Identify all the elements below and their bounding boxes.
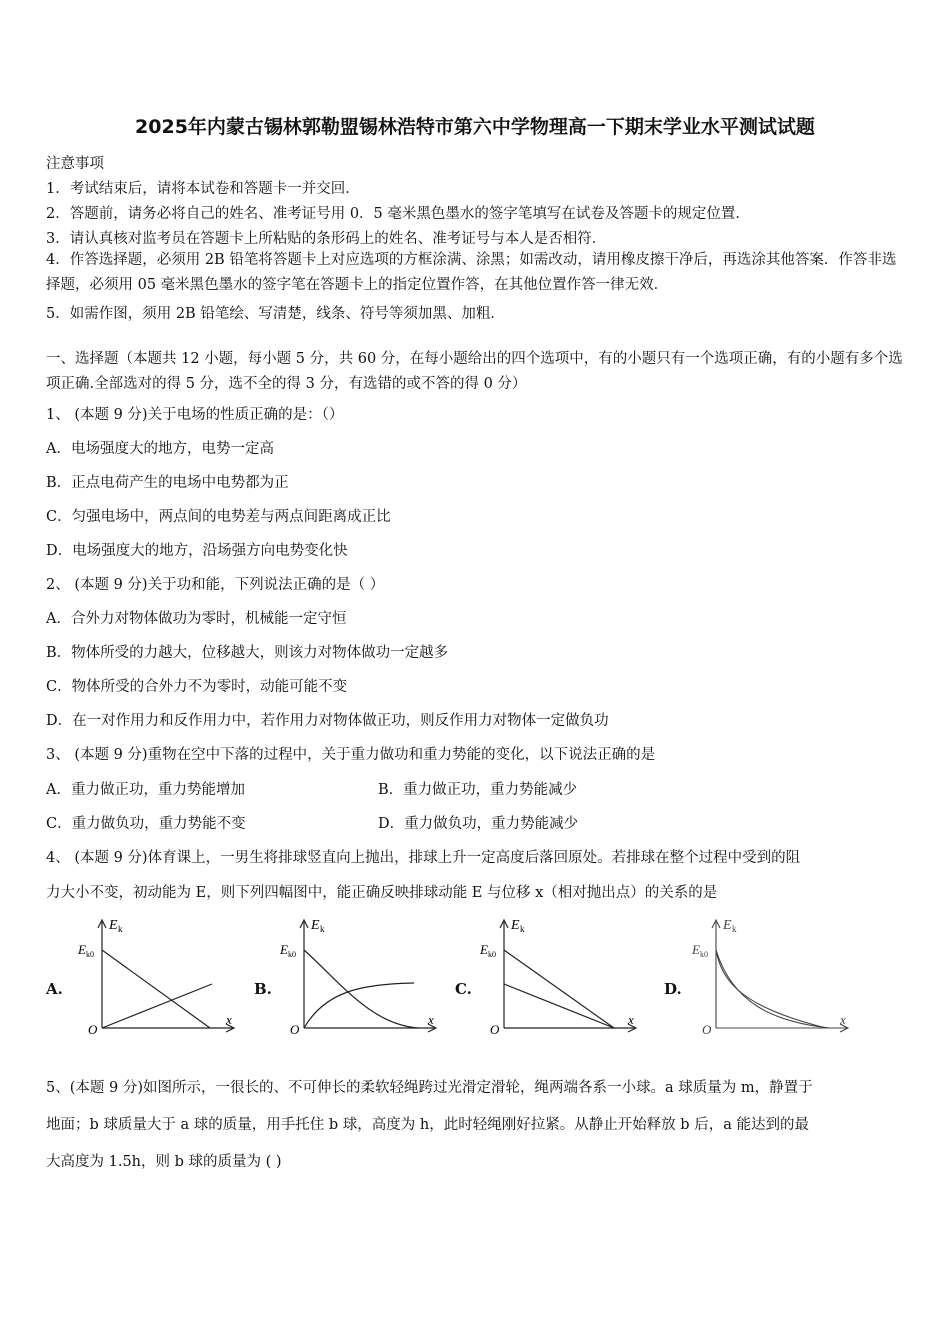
graph-d xyxy=(692,912,862,1037)
axis-y0-sub: k0 xyxy=(700,950,708,959)
graph-label-d: D. xyxy=(664,980,682,998)
q3-option-b: B．重力做正功，重力势能减少 xyxy=(378,782,578,798)
axis-x-label: x xyxy=(840,1012,846,1027)
graph-c xyxy=(480,912,650,1037)
q3-option-c: C．重力做负功，重力势能不变 xyxy=(46,816,246,832)
page-title: 2025年内蒙古锡林郭勒盟锡林浩特市第六中学物理高一下期末学业水平测试试题 xyxy=(135,116,815,138)
axis-y0-label: E xyxy=(480,942,488,957)
axis-y-sub: k xyxy=(118,924,123,934)
axis-y-label: E xyxy=(109,918,118,933)
graph-b xyxy=(280,912,450,1037)
axis-y-label: E xyxy=(723,918,732,933)
q2-option-d: D．在一对作用力和反作用力中，若作用力对物体做正功，则反作用力对物体一定做负功 xyxy=(46,713,609,729)
q3-option-d: D．重力做负功，重力势能减少 xyxy=(378,816,579,832)
graph-label-b: B. xyxy=(254,980,272,998)
question-5-stem: 5、(本题 9 分)如图所示，一很长的、不可伸长的柔软轻绳跨过光滑定滑轮，绳两端各系一小球。a 球质量为 m，静置于 xyxy=(46,1080,813,1096)
question-1-stem: 1、 (本题 9 分)关于电场的性质正确的是：（） xyxy=(46,407,344,423)
notice-item: 3．请认真核对监考员在答题卡上所粘贴的条形码上的姓名、准考证号与本人是否相符． xyxy=(46,231,607,247)
q1-option-b: B．正点电荷产生的电场中电势都为正 xyxy=(46,475,289,491)
axis-x-label: x xyxy=(226,1012,232,1027)
question-4-stem: 力大小不变，初动能为 E，则下列四幅图中，能正确反映排球动能 E 与位移 x（相对抛出点）的关系的是 xyxy=(46,885,718,901)
notice-item: 5．如需作图，须用 2B 铅笔绘、写清楚，线条、符号等须加黑、加粗． xyxy=(46,306,505,322)
axis-origin-label: O xyxy=(490,1022,500,1037)
axis-y-label: E xyxy=(511,918,520,933)
axis-y0-sub: k0 xyxy=(488,950,496,959)
q1-option-c: C．匀强电场中，两点间的电势差与两点间距离成正比 xyxy=(46,509,391,525)
notice-item: 2．答题前，请务必将自己的姓名、准考证号用 0．5 毫米黑色墨水的签字笔填写在试卷及答题卡的规定位置． xyxy=(46,206,750,222)
axis-y-label: E xyxy=(311,918,320,933)
axis-origin-label: O xyxy=(702,1022,712,1037)
q2-option-b: B．物体所受的力越大，位移越大，则该力对物体做功一定越多 xyxy=(46,645,449,661)
axis-x-label: x xyxy=(428,1012,434,1027)
axis-x-label: x xyxy=(628,1012,634,1027)
notice-item: 1．考试结束后，请将本试卷和答题卡一并交回． xyxy=(46,181,360,197)
question-4-stem: 4、 (本题 9 分)体育课上，一男生将排球竖直向上抛出，排球上升一定高度后落回原处。若排球在整个过程中受到的阻 xyxy=(46,850,801,866)
notice-heading: 注意事项 xyxy=(46,156,104,172)
axis-y0-label: E xyxy=(280,942,288,957)
axis-y0-label: E xyxy=(692,942,700,957)
q1-option-d: D．电场强度大的地方，沿场强方向电势变化快 xyxy=(46,543,348,559)
axis-y0-sub: k0 xyxy=(288,950,296,959)
axis-y0-sub: k0 xyxy=(86,950,94,959)
question-3-stem: 3、 (本题 9 分)重物在空中下落的过程中，关于重力做功和重力势能的变化，以下说法正确的是 xyxy=(46,747,656,763)
axis-origin-label: O xyxy=(88,1022,98,1037)
question-2-stem: 2、 (本题 9 分)关于功和能，下列说法正确的是（ ） xyxy=(46,577,385,593)
graph-label-c: C. xyxy=(455,980,472,998)
axis-y0-label: E xyxy=(78,942,86,957)
q3-option-a: A．重力做正功，重力势能增加 xyxy=(46,782,245,798)
axis-y-sub: k xyxy=(732,924,737,934)
question-5-stem: 地面；b 球质量大于 a 球的质量，用手托住 b 球，高度为 h，此时轻绳刚好拉紧。从静止开始释放 b 后，a 能达到的最 xyxy=(46,1117,809,1133)
axis-y-sub: k xyxy=(320,924,325,934)
graph-a xyxy=(78,912,248,1037)
notice-item: 4．作答选择题，必须用 2B 铅笔将答题卡上对应选项的方框涂满、涂黑；如需改动，请用橡皮擦干净后，再选涂其他答案．作答非选择题，必须用 05 毫米黑色墨水的签字笔在答题卡上的指定位置作答，在其他位置作答一律无效． xyxy=(46,252,897,293)
axis-origin-label: O xyxy=(290,1022,300,1037)
section-heading: 一、选择题（本题共 12 小题，每小题 5 分，共 60 分，在每小题给出的四个选项中，有的小题只有一个选项正确，有的小题有多个选项正确.全部选对的得 5 分，选不全的得 3 分，有选错的或不答的得 0 分） xyxy=(46,351,903,392)
graph-label-a: A. xyxy=(46,980,63,998)
axis-y-sub: k xyxy=(520,924,525,934)
q2-option-c: C．物体所受的合外力不为零时，动能可能不变 xyxy=(46,679,348,695)
q1-option-a: A．电场强度大的地方，电势一定高 xyxy=(46,441,274,457)
q2-option-a: A．合外力对物体做功为零时，机械能一定守恒 xyxy=(46,611,347,627)
question-5-stem: 大高度为 1.5h，则 b 球的质量为 ( ) xyxy=(46,1154,282,1170)
